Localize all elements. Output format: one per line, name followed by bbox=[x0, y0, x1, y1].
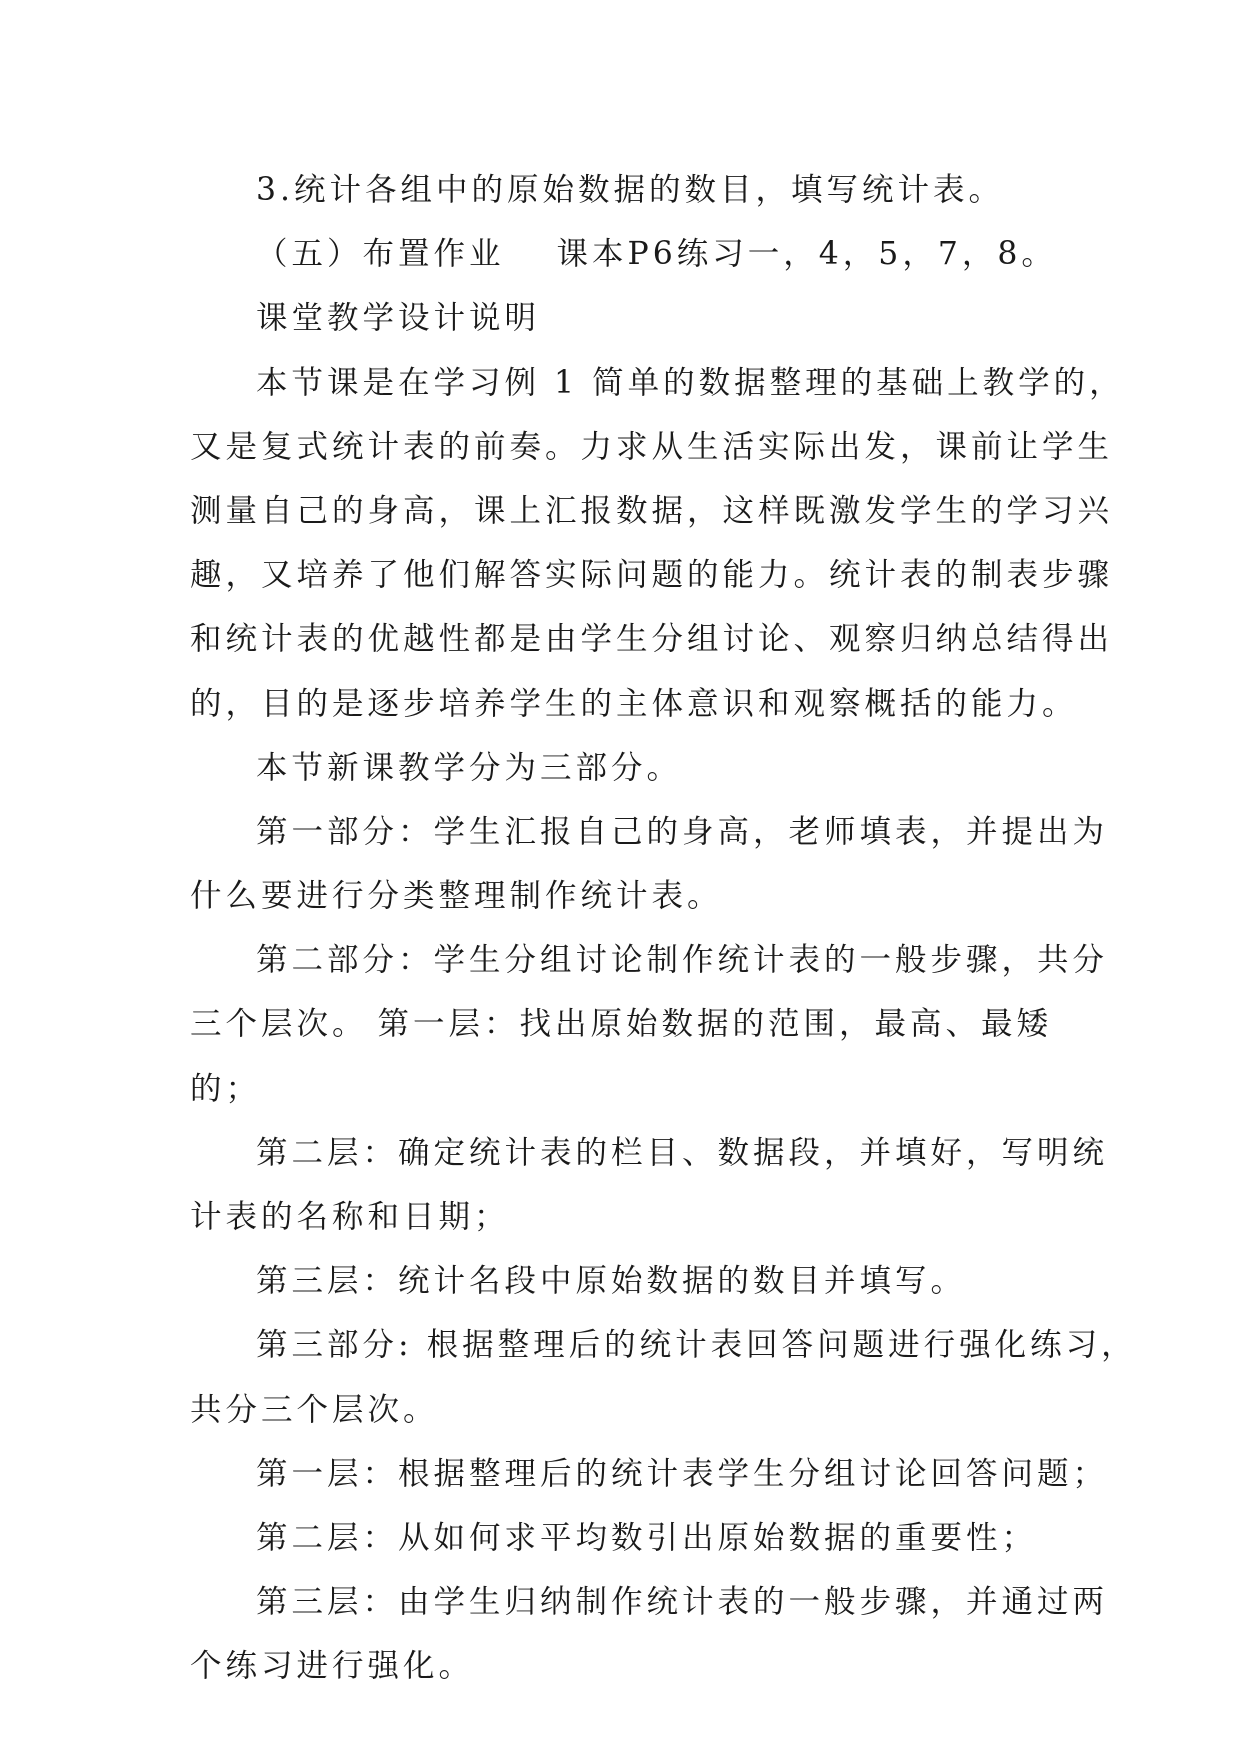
text-line: 又是复式统计表的前奏。力求从生活实际出发，课前让学生 bbox=[190, 428, 1114, 465]
homework-heading: （五）布置作业 bbox=[256, 236, 505, 273]
text-line: 的，目的是逐步培养学生的主体意识和观察概括的能力。 bbox=[190, 685, 1078, 722]
text-line: 什么要进行分类整理制作统计表。 bbox=[190, 878, 723, 915]
text-line: 第三部分: 根据整理后的统计表回答问题进行强化练习， bbox=[256, 1327, 1137, 1364]
paragraph-part-one bbox=[190, 800, 1109, 928]
text-line: 本节课是在学习例 1 简单的数据整理的基础上教学的， bbox=[256, 364, 1125, 401]
text-line: 测量自己的身高，课上汇报数据，这样既激发学生的学习兴 bbox=[190, 492, 1114, 529]
paragraph-three-parts: 本节新课教学分为三部分。 bbox=[256, 749, 683, 786]
paragraph-level-two-b: 第二层：从如何求平均数引出原始数据的重要性； bbox=[256, 1519, 1038, 1556]
document-body bbox=[190, 158, 1137, 1699]
paragraph-step-3: 3.统计各组中的原始数据的数目，填写统计表。 bbox=[256, 172, 1005, 208]
paragraph-level-three-a: 第三层：统计名段中原始数据的数目并填写。 bbox=[256, 1263, 967, 1300]
text-line: 个练习进行强化。 bbox=[190, 1648, 475, 1685]
text-fragment: 第一层：找出原始数据的范围，最高、最矮 bbox=[377, 1006, 1052, 1043]
text-line bbox=[190, 992, 1052, 1056]
text-line: 第二部分：学生分组讨论制作统计表的一般步骤，共分 bbox=[256, 942, 1109, 979]
section-heading-design-notes: 课堂教学设计说明 bbox=[256, 300, 541, 337]
text-line: 共分三个层次。 bbox=[190, 1391, 439, 1428]
paragraph-level-three-b bbox=[190, 1570, 1109, 1698]
homework-content: 课本P6练习一，4，5，7，8。 bbox=[556, 236, 1057, 273]
paragraph-lesson-intro bbox=[190, 351, 1125, 736]
paragraph-part-two bbox=[190, 928, 1109, 1121]
text-line: 计表的名称和日期； bbox=[190, 1199, 510, 1235]
text-line: 第三层：由学生归纳制作统计表的一般步骤，并通过两 bbox=[256, 1584, 1109, 1621]
text-line: 趣，又培养了他们解答实际问题的能力。统计表的制表步骤 bbox=[190, 557, 1114, 594]
paragraph-level-one-b: 第一层：根据整理后的统计表学生分组讨论回答问题； bbox=[256, 1455, 1109, 1492]
text-line: 第一部分：学生汇报自己的身高，老师填表，并提出为 bbox=[256, 813, 1109, 850]
text-line: 第二层：确定统计表的栏目、数据段，并填好，写明统 bbox=[256, 1134, 1109, 1171]
paragraph-homework bbox=[190, 222, 1057, 286]
text-line: 和统计表的优越性都是由学生分组讨论、观察归纳总结得出 bbox=[190, 621, 1114, 658]
text-fragment: 三个层次。 bbox=[190, 1006, 368, 1043]
paragraph-part-three bbox=[190, 1313, 1137, 1441]
text-line: 的； bbox=[190, 1070, 262, 1107]
paragraph-level-two-a bbox=[190, 1121, 1109, 1249]
